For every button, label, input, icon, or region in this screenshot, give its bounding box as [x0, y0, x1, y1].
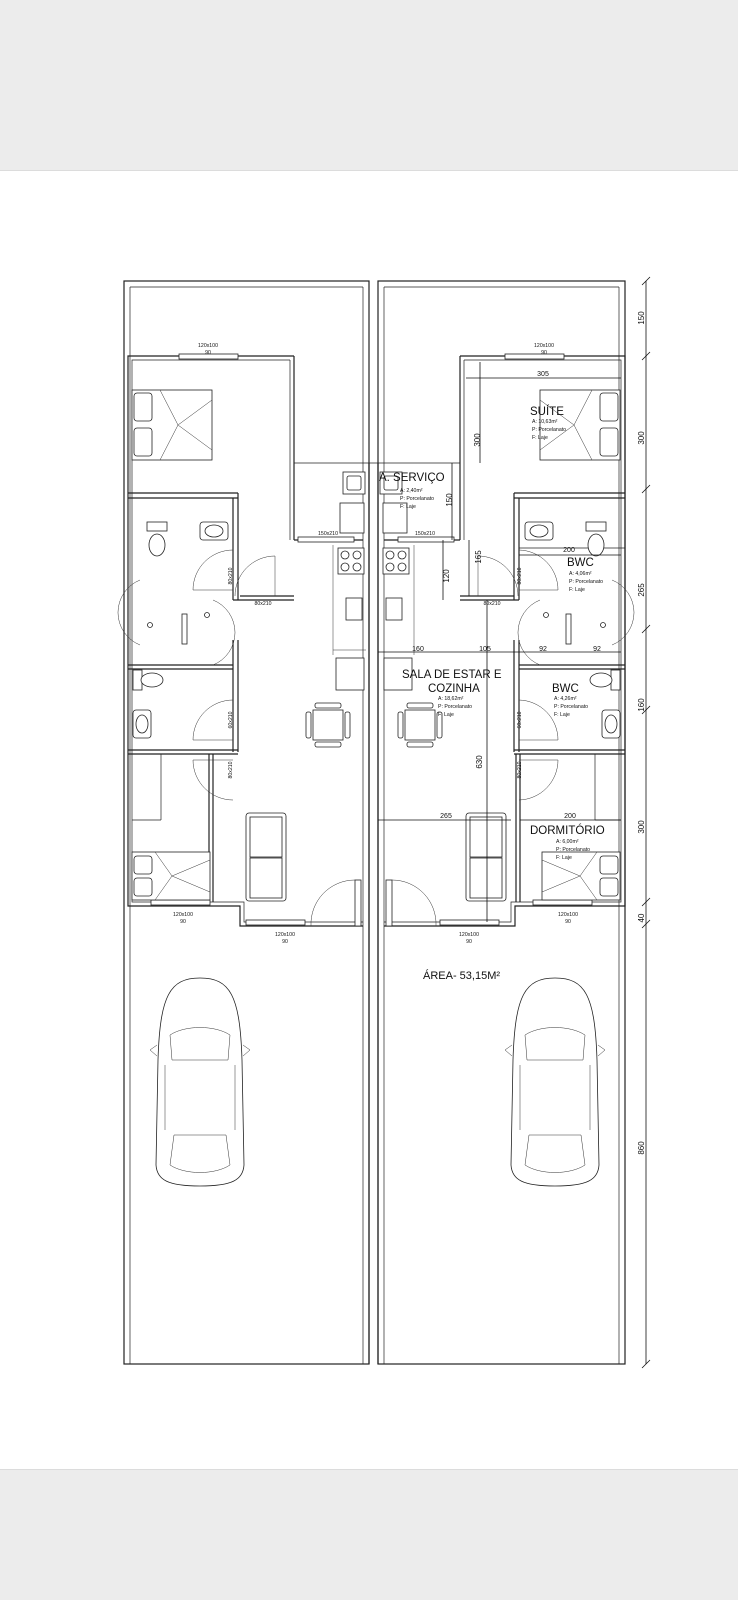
dim-label: 165	[474, 550, 483, 564]
room-area: A: 10,63m²	[532, 419, 558, 425]
window-size-label: 120x100	[275, 932, 295, 938]
room-name-bwc: BWC	[567, 557, 594, 569]
dim-label: 200	[563, 547, 575, 554]
room-ceiling: F: Laje	[438, 712, 454, 718]
total-area: ÁREA- 53,15M²	[423, 970, 501, 982]
dim-label: 105	[479, 646, 491, 653]
room-area: A: 6,00m²	[556, 839, 579, 845]
windows	[151, 354, 592, 925]
room-floor: P: Porcelanato	[532, 427, 567, 433]
beds	[132, 390, 620, 900]
dining-tables	[306, 703, 442, 747]
room-floor: P: Porcelanato	[438, 704, 473, 710]
dim-label: 630	[475, 755, 484, 769]
room-floor: P: Porcelanato	[569, 579, 604, 585]
room-name-suite: SUÍTE	[530, 406, 564, 418]
room-area: A: 18,62m²	[438, 696, 464, 702]
bathroom-fixtures	[133, 522, 620, 738]
dim-label: 300	[637, 431, 646, 445]
door-label: 80x210	[228, 761, 234, 779]
dim-label: 200	[564, 813, 576, 820]
right-dimension-labels	[637, 311, 646, 1155]
service-window-label: 150x210	[415, 531, 435, 537]
door-label: 80x210	[517, 761, 523, 779]
window-sill-label: 90	[541, 350, 547, 356]
room-ceiling: F: Laje	[569, 587, 585, 593]
room-ceiling: F: Laje	[554, 712, 570, 718]
window-sill-label: 90	[565, 919, 571, 925]
dim-label: 300	[473, 433, 482, 447]
door-label: 60x210	[517, 711, 523, 729]
window-sill-label: 90	[180, 919, 186, 925]
dim-label: 300	[637, 820, 646, 834]
window-size-label: 120x100	[173, 912, 193, 918]
door-label: 60x210	[228, 711, 234, 729]
room-ceiling: F: Laje	[532, 435, 548, 441]
dim-label: 150	[445, 493, 454, 507]
door-label: 80x210	[254, 601, 272, 607]
window-sill-label: 90	[282, 939, 288, 945]
room-floor: P: Porcelanato	[554, 704, 589, 710]
room-name-bwc: BWC	[552, 683, 579, 695]
room-ceiling: F: Laje	[400, 504, 416, 510]
dim-label: 150	[637, 311, 646, 325]
door-label: 80x210	[483, 601, 501, 607]
dim-label: 40	[637, 913, 646, 923]
room-area: A: 4,06m²	[569, 571, 592, 577]
room-ceiling: F: Laje	[556, 855, 572, 861]
car-right	[505, 978, 605, 1186]
window-size-label: 120x100	[459, 932, 479, 938]
room-name-dorm: DORMITÓRIO	[530, 825, 605, 837]
dim-label: 860	[637, 1141, 646, 1155]
dim-label: 265	[440, 813, 452, 820]
room-floor: P: Porcelanato	[400, 496, 435, 502]
room-name-service: A. SERVIÇO	[379, 472, 445, 484]
door-label: 80x210	[517, 567, 523, 585]
window-sill-label: 90	[205, 350, 211, 356]
dim-label: 160	[637, 698, 646, 712]
dim-label: 92	[593, 646, 601, 653]
window-sill-label: 90	[466, 939, 472, 945]
service-window-label: 150x210	[318, 531, 338, 537]
room-area: A: 2,40m²	[400, 488, 423, 494]
window-size-label: 120x100	[558, 912, 578, 918]
dim-label: 92	[539, 646, 547, 653]
dim-label: 120	[442, 569, 451, 583]
door-label: 80x210	[228, 567, 234, 585]
dim-label: 265	[637, 583, 646, 597]
room-name-living-1: SALA DE ESTAR E	[402, 669, 502, 681]
room-area: A: 4,26m²	[554, 696, 577, 702]
sofas	[246, 813, 506, 901]
window-labels	[173, 343, 578, 945]
room-name-living-2: COZINHA	[428, 683, 480, 695]
room-floor: P: Porcelanato	[556, 847, 591, 853]
window-size-label: 120x100	[534, 343, 554, 349]
dim-label: 160	[412, 646, 424, 653]
dim-label: 305	[537, 371, 549, 378]
window-size-label: 120x100	[198, 343, 218, 349]
car-left	[150, 978, 250, 1186]
